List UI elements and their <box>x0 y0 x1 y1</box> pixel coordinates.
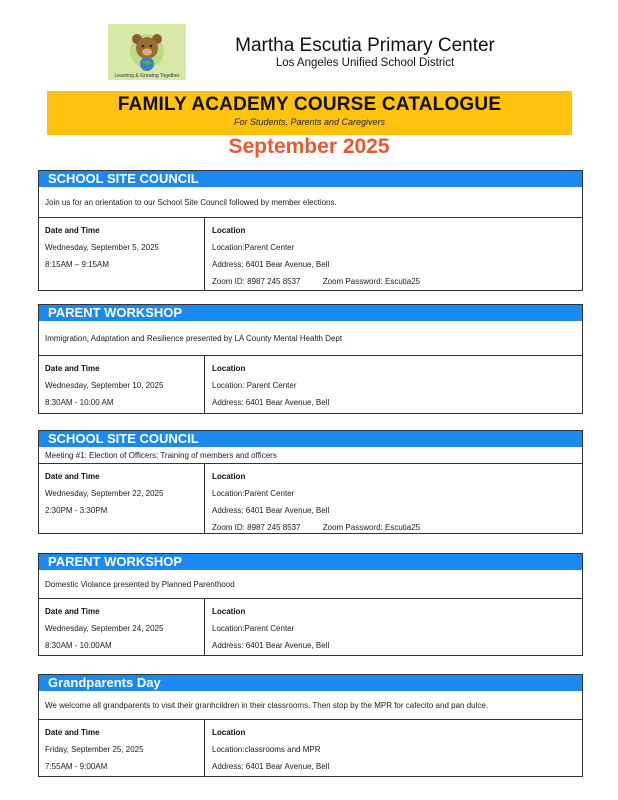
zoom-password: Zoom Password: Escutia25 <box>322 523 421 532</box>
zoom-id: Zoom ID: 8987 245 8537 <box>212 523 301 532</box>
event-description: Join us for an orientation to our School Site Council followed by member elections. <box>39 187 582 218</box>
month-heading: September 2025 <box>228 135 390 158</box>
location-label: Location <box>212 472 246 481</box>
event-time: 7:55AM - 9:00AM <box>45 762 108 771</box>
date-time-column <box>39 218 205 290</box>
event-card <box>38 170 583 291</box>
catalogue-banner <box>47 91 572 135</box>
event-address: Address: 6401 Bear Avenue, Bell <box>212 762 330 771</box>
event-title: SCHOOL SITE COUNCIL <box>39 171 582 187</box>
date-time-label: Date and Time <box>45 226 100 235</box>
school-logo <box>108 24 186 80</box>
event-location: Location: Parent Center <box>212 381 297 390</box>
event-title: PARENT WORKSHOP <box>39 554 582 570</box>
location-column <box>205 720 582 776</box>
event-location: Location:Parent Center <box>212 243 295 252</box>
date-time-label: Date and Time <box>45 728 100 737</box>
date-time-column <box>39 720 205 776</box>
banner-title: FAMILY ACADEMY COURSE CATALOGUE <box>117 94 502 115</box>
date-time-label: Date and Time <box>45 472 100 481</box>
event-date: Wednesday, September 22, 2025 <box>45 489 164 498</box>
location-column <box>205 356 582 413</box>
event-address: Address: 6401 Bear Avenue, Bell <box>212 398 330 407</box>
banner-subtitle: For Students, Parents and Caregivers <box>233 117 386 127</box>
event-time: 8:30AM - 10:00AM <box>45 641 112 650</box>
event-description: Meeting #1: Election of Officers; Training of members and officers <box>39 447 582 464</box>
date-time-column <box>39 599 205 655</box>
event-location: Location:Parent Center <box>212 624 295 633</box>
event-card <box>38 553 583 656</box>
date-time-label: Date and Time <box>45 364 100 373</box>
zoom-password: Zoom Password: Escutia25 <box>322 277 421 286</box>
logo-tagline: Learning & Growing Together <box>114 73 180 79</box>
date-time-label: Date and Time <box>45 607 100 616</box>
zoom-id: Zoom ID: 8987 245 8537 <box>212 277 301 286</box>
event-date: Friday, September 25, 2025 <box>45 745 144 754</box>
event-time: 8:30AM - 10:00 AM <box>45 398 114 407</box>
location-label: Location <box>212 728 246 737</box>
event-date: Wednesday, September 24, 2025 <box>45 624 164 633</box>
event-time: 8:15AM – 9:15AM <box>45 260 110 269</box>
event-address: Address: 6401 Bear Avenue, Bell <box>212 260 330 269</box>
location-label: Location <box>212 607 246 616</box>
event-address: Address: 6401 Bear Avenue, Bell <box>212 641 330 650</box>
location-column <box>205 599 582 655</box>
date-time-column <box>39 356 205 413</box>
event-location: Location:classrooms and MPR <box>212 745 321 754</box>
date-time-column <box>39 464 205 533</box>
location-column <box>205 464 582 533</box>
event-location: Location:Parent Center <box>212 489 295 498</box>
event-description: Domestic Violance presented by Planned Parenthood <box>39 570 582 599</box>
event-title: SCHOOL SITE COUNCIL <box>39 431 582 447</box>
location-column <box>205 218 582 290</box>
event-description: Immigration, Adaptation and Resilience presented by LA County Mental Health Dept <box>39 321 582 356</box>
school-name: Martha Escutia Primary Center <box>235 35 495 56</box>
event-time: 2:30PM - 3:30PM <box>45 506 108 515</box>
event-card <box>38 304 583 414</box>
event-title: Grandparents Day <box>39 675 582 691</box>
location-label: Location <box>212 226 246 235</box>
event-card <box>38 674 583 777</box>
event-description: We welcome all grandparents to visit their granhcildren in their classrooms. Then stop by the MPR for cafecito and pan dulce. <box>39 691 582 720</box>
event-card <box>38 430 583 534</box>
event-date: Wednesday, September 5, 2025 <box>45 243 159 252</box>
district-name: Los Angeles Unified School District <box>275 57 455 69</box>
event-address: Address: 6401 Bear Avenue, Bell <box>212 506 330 515</box>
location-label: Location <box>212 364 246 373</box>
event-date: Wednesday, September 10, 2025 <box>45 381 164 390</box>
event-title: PARENT WORKSHOP <box>39 305 582 321</box>
